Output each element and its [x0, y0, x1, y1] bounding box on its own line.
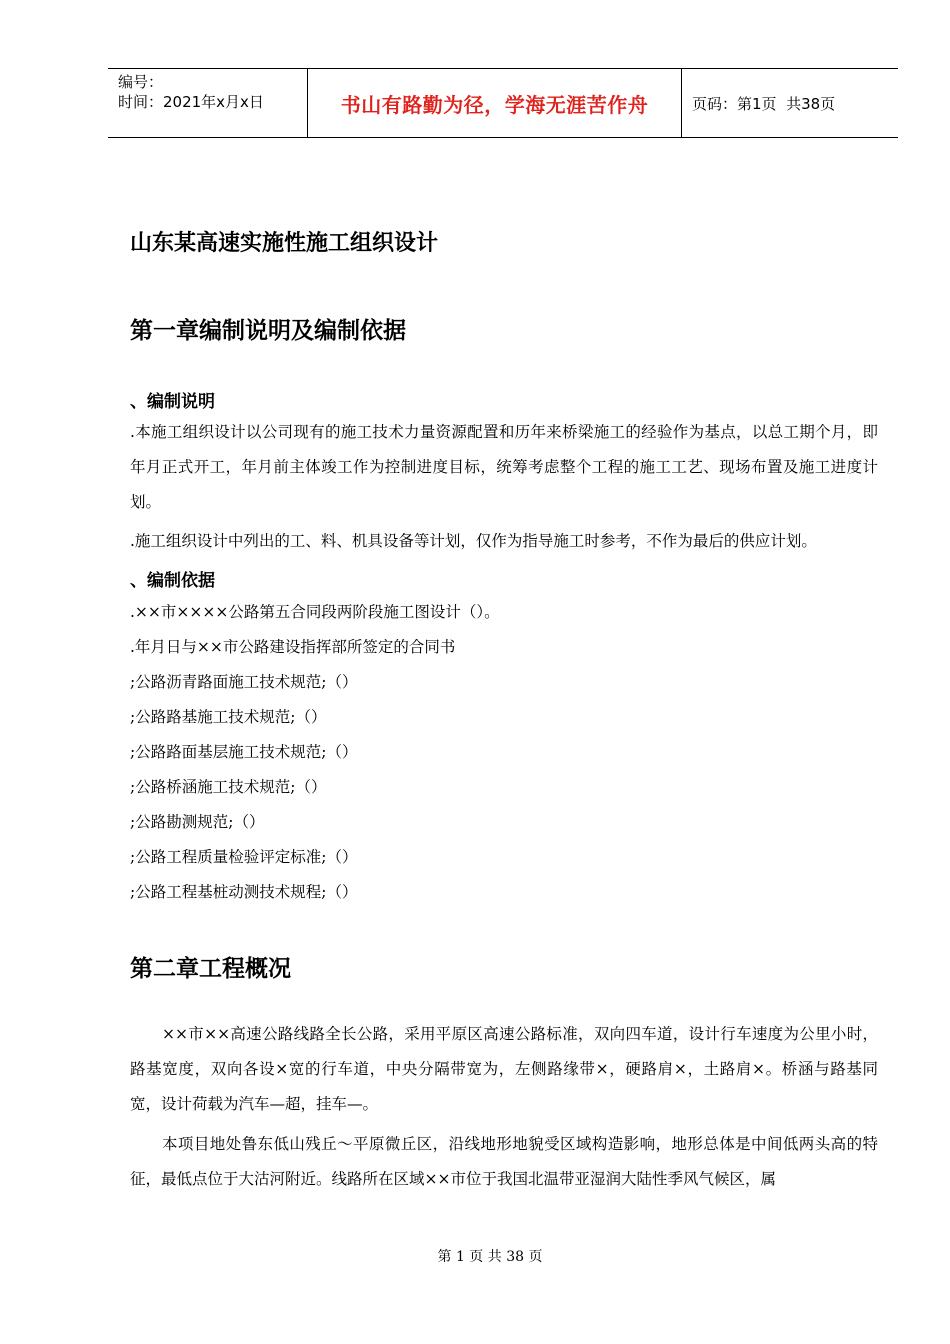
basis-item: ;公路沥青路面施工技术规范;（）: [130, 673, 358, 691]
page-label: 页码：第1页 共38页: [692, 94, 836, 113]
chapter-2-title: 第二章工程概况: [130, 956, 291, 982]
section-1-title: 、编制说明: [130, 392, 215, 412]
basis-item: .年月日与××市公路建设指挥部所签定的合同书: [130, 638, 456, 656]
motto-text: 书山有路勤为径，学海无涯苦作舟: [340, 92, 649, 117]
basis-item: .××市××××公路第五合同段两阶段施工图设计（）。: [130, 603, 500, 621]
header-motto-cell: [308, 69, 682, 137]
header-meta-cell: [108, 69, 308, 137]
header-table: [108, 68, 898, 138]
page-footer: 第 1 页 共 38 页: [437, 1249, 543, 1265]
time-label: 时间：2021年x月x日: [118, 93, 264, 111]
header-page-cell: [682, 69, 898, 137]
basis-item: ;公路勘测规范;（）: [130, 813, 265, 831]
basis-item: ;公路工程质量检验评定标准;（）: [130, 848, 358, 866]
section-2-title: 、编制依据: [130, 571, 215, 591]
basis-item: ;公路桥涵施工技术规范;（）: [130, 778, 327, 796]
basis-item: ;公路路基施工技术规范;（）: [130, 708, 327, 726]
chapter-1-title: 第一章编制说明及编制依据: [130, 318, 406, 344]
chapter-2-paragraph-1: ××市××高速公路线路全长公路，采用平原区高速公路标准，双向四车道，设计行车速度为公里小时，路基宽度，双向各设×宽的行车道，中央分隔带宽为，左侧路缘带×，硬路肩×，土路肩×。桥涵与路基同宽，设计荷载为汽车—超，挂车—。: [130, 1025, 878, 1113]
basis-item: ;公路路面基层施工技术规范;（）: [130, 743, 358, 761]
number-label: 编号：: [118, 73, 164, 91]
basis-item: ;公路工程基桩动测技术规程;（）: [130, 883, 358, 901]
document-title: 山东某高速实施性施工组织设计: [130, 231, 439, 256]
chapter-2-paragraph-2: 本项目地处鲁东低山残丘～平原微丘区，沿线地形地貌受区域构造影响，地形总体是中间低两头高的特征，最低点位于大沽河附近。线路所在区域××市位于我国北温带亚湿润大陆性季风气候区，属: [130, 1135, 878, 1188]
section-1-paragraph-1: .本施工组织设计以公司现有的施工技术力量资源配置和历年来桥梁施工的经验作为基点，以总工期个月，即年月正式开工，年月前主体竣工作为控制进度目标，统筹考虑整个工程的施工工艺、现场布置及施工进度计划。: [130, 423, 878, 511]
section-1-paragraph-2: .施工组织设计中列出的工、料、机具设备等计划，仅作为指导施工时参考，不作为最后的供应计划。: [130, 532, 817, 550]
